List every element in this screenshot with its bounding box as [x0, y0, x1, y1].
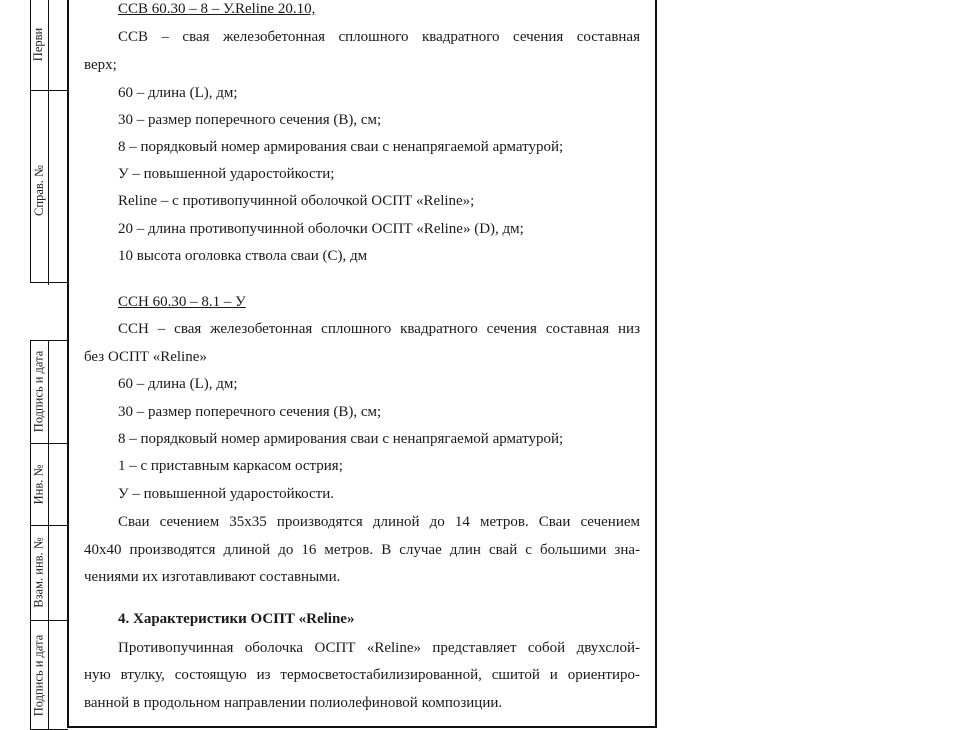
stamp-divider [30, 90, 68, 91]
stamp-label-first-use: Перви [31, 27, 46, 61]
stamp-inner-line [48, 0, 49, 285]
list-item: У – повышенной ударостойкости; [118, 166, 335, 182]
list-item: 1 – с приставным каркасом острия; [118, 458, 343, 474]
paragraph-line: ванной в продольном направлении полиолефиновой композиции. [84, 695, 503, 711]
paragraph-line: Противопучинная оболочка ОСПТ «Reline» представляет собой двухслой- [118, 640, 640, 656]
stamp-inner-line [48, 340, 49, 730]
list-item: 20 – длина противопучинной оболочки ОСПТ «Reline» (D), дм; [118, 221, 524, 237]
list-item: 8 – порядковый номер армирования сваи с ненапрягаемой арматурой; [118, 431, 564, 447]
list-item: 60 – длина (L), дм; [118, 376, 238, 392]
pile-code-heading-2: ССН 60.30 – 8.1 – У [118, 294, 246, 310]
list-item: У – повышенной ударостойкости. [118, 486, 334, 502]
paragraph-line: 40х40 производятся длиной до 16 метров. В случае длин свай с большими зна- [84, 542, 640, 558]
list-item: 30 – размер поперечного сечения (В), см; [118, 112, 382, 128]
list-item: Reline – с противопучинной оболочкой ОСПТ «Reline»; [118, 193, 475, 209]
paragraph-line: ную втулку, состоящую из термосветостабилизированной, сшитой и ориентиро- [84, 667, 640, 683]
paragraph-line: ССН – свая железобетонная сплошного квадратного сечения составная низ [118, 321, 640, 337]
list-item: 8 – порядковый номер армирования сваи с ненапрягаемой арматурой; [118, 139, 564, 155]
paragraph-line: верх; [84, 57, 117, 73]
paragraph-line: без ОСПТ «Reline» [84, 349, 207, 365]
stamp-label-signature-date-2: Подпись и дата [31, 634, 46, 716]
pile-code-heading-1: ССВ 60.30 – 8 – У.Reline 20.10, [118, 1, 316, 17]
stamp-label-reference-no: Справ. № [31, 164, 46, 216]
stamp-label-signature-date: Подпись и дата [31, 350, 46, 433]
paragraph-line: чениями их изготавливают составными. [84, 569, 341, 585]
list-item: 30 – размер поперечного сечения (В), см; [118, 404, 382, 420]
paragraph-line: ССВ – свая железобетонная сплошного квадратного сечения составная [118, 29, 640, 45]
stamp-label-replaced-inventory-no: Взам. инв. № [31, 537, 46, 608]
list-item: 60 – длина (L), дм; [118, 85, 238, 101]
list-item: 10 высота оголовка ствола сваи (С), дм [118, 248, 368, 264]
stamp-label-inventory-no: Инв. № [31, 464, 46, 504]
paragraph-line: Сваи сечением 35х35 производятся длиной до 14 метров. Сваи сечением [118, 514, 640, 530]
section-heading: 4. Характеристики ОСПТ «Reline» [118, 611, 355, 627]
